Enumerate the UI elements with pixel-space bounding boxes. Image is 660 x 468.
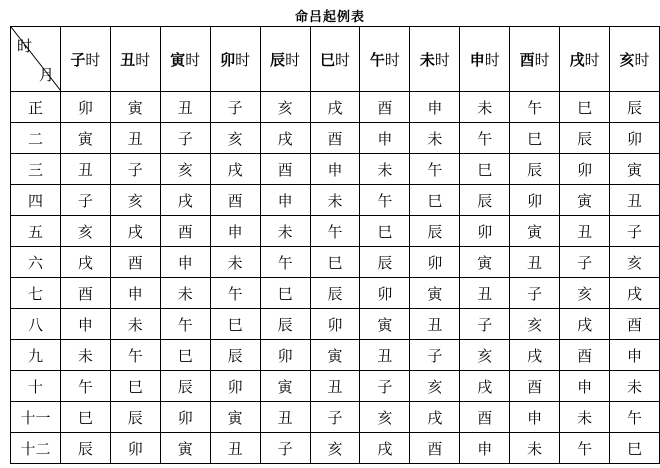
month-label: 十一 [11,402,61,433]
table-cell: 未 [310,185,360,216]
table-cell: 巳 [460,154,510,185]
table-cell: 申 [560,371,610,402]
hour-branch: 丑 [120,50,136,69]
table-cell: 申 [260,185,310,216]
month-label: 十二 [11,433,61,464]
table-cell: 卯 [210,371,260,402]
table-cell: 亥 [510,309,560,340]
table-cell: 子 [310,402,360,433]
hour-header [360,27,410,92]
table-cell: 寅 [60,123,110,154]
table-cell: 寅 [410,278,460,309]
table-cell: 申 [510,402,560,433]
table-cell: 戌 [60,247,110,278]
table-cell: 申 [610,340,660,371]
table-cell: 卯 [460,216,510,247]
hour-suffix: 时 [534,50,550,69]
table-cell: 辰 [610,92,660,123]
table-cell: 申 [360,123,410,154]
table-cell: 巳 [610,433,660,464]
table-cell: 戌 [610,278,660,309]
table-cell: 酉 [560,340,610,371]
hour-branch: 申 [469,50,485,69]
table-cell: 辰 [360,247,410,278]
table-cell: 戌 [560,309,610,340]
table-cell: 丑 [360,340,410,371]
table-cell: 寅 [160,433,210,464]
table-cell: 午 [410,154,460,185]
table-cell: 亥 [360,402,410,433]
table-cell: 丑 [610,185,660,216]
month-label: 正 [11,92,61,123]
hour-header [60,27,110,92]
table-cell: 午 [260,247,310,278]
hour-header [460,27,510,92]
table-cell: 子 [610,216,660,247]
month-label: 六 [11,247,61,278]
month-label: 四 [11,185,61,216]
table-cell: 戌 [460,371,510,402]
table-cell: 午 [560,433,610,464]
table-cell: 未 [360,154,410,185]
table-cell: 申 [60,309,110,340]
table-cell: 巳 [310,247,360,278]
table-cell: 午 [610,402,660,433]
table-cell: 卯 [510,185,560,216]
hour-branch: 酉 [519,50,535,69]
table-row [11,371,660,402]
table-cell: 未 [160,278,210,309]
hour-header [560,27,610,92]
table-cell: 未 [410,123,460,154]
hour-branch: 巳 [319,50,335,69]
month-label: 九 [11,340,61,371]
table-cell: 寅 [310,340,360,371]
table-cell: 辰 [560,123,610,154]
table-cell: 戌 [210,154,260,185]
table-cell: 酉 [310,123,360,154]
corner-cell [11,27,61,92]
month-label: 七 [11,278,61,309]
month-label: 八 [11,309,61,340]
table-cell: 寅 [510,216,560,247]
hour-suffix: 时 [85,50,101,69]
table-cell: 子 [510,278,560,309]
table-cell: 丑 [410,309,460,340]
table-cell: 午 [110,340,160,371]
table-cell: 未 [460,92,510,123]
table-cell: 戌 [510,340,560,371]
hour-header [260,27,310,92]
table-row [11,247,660,278]
hour-suffix: 时 [185,50,201,69]
table-cell: 酉 [610,309,660,340]
table-cell: 未 [610,371,660,402]
table-cell: 亥 [160,154,210,185]
table-cell: 辰 [410,216,460,247]
hour-header [610,27,660,92]
table-cell: 亥 [310,433,360,464]
hour-branch: 辰 [270,50,286,69]
hour-header [310,27,360,92]
table-cell: 酉 [260,154,310,185]
table-cell: 寅 [210,402,260,433]
table-cell: 巳 [560,92,610,123]
table-cell: 寅 [610,154,660,185]
table-cell: 亥 [210,123,260,154]
table-cell: 戌 [360,433,410,464]
table-cell: 午 [210,278,260,309]
table-cell: 酉 [410,433,460,464]
table-cell: 酉 [110,247,160,278]
table-cell: 丑 [460,278,510,309]
table-cell: 辰 [60,433,110,464]
table-cell: 巳 [210,309,260,340]
hour-branch: 子 [70,50,86,69]
table-cell: 亥 [260,92,310,123]
table-cell: 亥 [60,216,110,247]
corner-month-label: 月 [38,66,54,84]
table-cell: 午 [360,185,410,216]
table-cell: 未 [60,340,110,371]
table-cell: 卯 [160,402,210,433]
table-cell: 亥 [110,185,160,216]
table-cell: 卯 [610,123,660,154]
table-cell: 酉 [510,371,560,402]
table-cell: 巳 [510,123,560,154]
hour-branch: 未 [419,50,435,69]
table-cell: 巳 [360,216,410,247]
table-cell: 丑 [60,154,110,185]
table-row [11,340,660,371]
hour-suffix: 时 [484,50,500,69]
hour-branch: 卯 [220,50,236,69]
table-cell: 寅 [260,371,310,402]
table-cell: 子 [160,123,210,154]
table-cell: 申 [160,247,210,278]
table-cell: 申 [410,92,460,123]
table-cell: 子 [60,185,110,216]
month-label: 五 [11,216,61,247]
table-cell: 巳 [260,278,310,309]
table-cell: 寅 [560,185,610,216]
hour-suffix: 时 [285,50,301,69]
table-cell: 卯 [60,92,110,123]
hour-suffix: 时 [384,50,400,69]
table-row [11,123,660,154]
table-cell: 巳 [410,185,460,216]
table-cell: 亥 [410,371,460,402]
table-cell: 丑 [260,402,310,433]
table-row [11,92,660,123]
table-cell: 丑 [210,433,260,464]
hour-suffix: 时 [235,50,251,69]
table-cell: 辰 [160,371,210,402]
table-cell: 卯 [110,433,160,464]
hour-suffix: 时 [334,50,350,69]
table-row [11,402,660,433]
table-cell: 酉 [460,402,510,433]
table-cell: 申 [310,154,360,185]
table-cell: 丑 [510,247,560,278]
table-row [11,309,660,340]
table-cell: 戌 [410,402,460,433]
month-label: 十 [11,371,61,402]
table-cell: 辰 [510,154,560,185]
table-cell: 子 [260,433,310,464]
table-cell: 午 [160,309,210,340]
table-cell: 亥 [610,247,660,278]
table-cell: 戌 [110,216,160,247]
table-row [11,185,660,216]
table-cell: 酉 [360,92,410,123]
table-cell: 申 [110,278,160,309]
table-cell: 丑 [110,123,160,154]
table-cell: 巳 [110,371,160,402]
table-cell: 巳 [160,340,210,371]
table-cell: 卯 [560,154,610,185]
table-cell: 卯 [410,247,460,278]
header-row [11,27,660,92]
table-cell: 卯 [360,278,410,309]
table-cell: 酉 [60,278,110,309]
table-cell: 子 [360,371,410,402]
table-cell: 辰 [460,185,510,216]
table-cell: 卯 [310,309,360,340]
table-cell: 酉 [210,185,260,216]
table-cell: 辰 [310,278,360,309]
hour-header [210,27,260,92]
table-cell: 亥 [560,278,610,309]
table-title: 命吕起例表 [294,10,365,25]
table-cell: 酉 [160,216,210,247]
table-cell: 子 [560,247,610,278]
month-label: 二 [11,123,61,154]
table-cell: 未 [210,247,260,278]
corner-hour-label: 时 [17,37,33,55]
hour-branch: 戌 [569,50,585,69]
hour-suffix: 时 [634,50,650,69]
table-cell: 亥 [460,340,510,371]
table-cell: 巳 [60,402,110,433]
table-row [11,216,660,247]
table-cell: 子 [460,309,510,340]
table-cell: 丑 [560,216,610,247]
table-cell: 戌 [260,123,310,154]
table-cell: 卯 [260,340,310,371]
table-cell: 寅 [110,92,160,123]
hour-branch: 寅 [170,50,186,69]
table-cell: 子 [210,92,260,123]
hour-suffix: 时 [434,50,450,69]
hour-suffix: 时 [584,50,600,69]
table-cell: 寅 [460,247,510,278]
table-cell: 辰 [210,340,260,371]
table-body [11,92,660,464]
table-cell: 戌 [310,92,360,123]
table-cell: 未 [260,216,310,247]
hour-header [160,27,210,92]
table-cell: 子 [110,154,160,185]
hour-branch: 亥 [619,50,635,69]
table-cell: 午 [60,371,110,402]
hour-header [410,27,460,92]
table-row [11,433,660,464]
hour-header [110,27,160,92]
hour-suffix: 时 [135,50,151,69]
table-cell: 午 [510,92,560,123]
lookup-table [10,26,660,464]
table-cell: 午 [460,123,510,154]
table-cell: 未 [560,402,610,433]
hour-header [510,27,560,92]
table-cell: 丑 [160,92,210,123]
month-label: 三 [11,154,61,185]
table-cell: 寅 [360,309,410,340]
table-row [11,278,660,309]
table-cell: 午 [310,216,360,247]
table-row [11,154,660,185]
hour-branch: 午 [369,50,385,69]
table-cell: 戌 [160,185,210,216]
table-cell: 辰 [260,309,310,340]
table-cell: 辰 [110,402,160,433]
table-cell: 申 [460,433,510,464]
table-cell: 未 [510,433,560,464]
table-cell: 申 [210,216,260,247]
table-cell: 丑 [310,371,360,402]
table-cell: 子 [410,340,460,371]
table-cell: 未 [110,309,160,340]
